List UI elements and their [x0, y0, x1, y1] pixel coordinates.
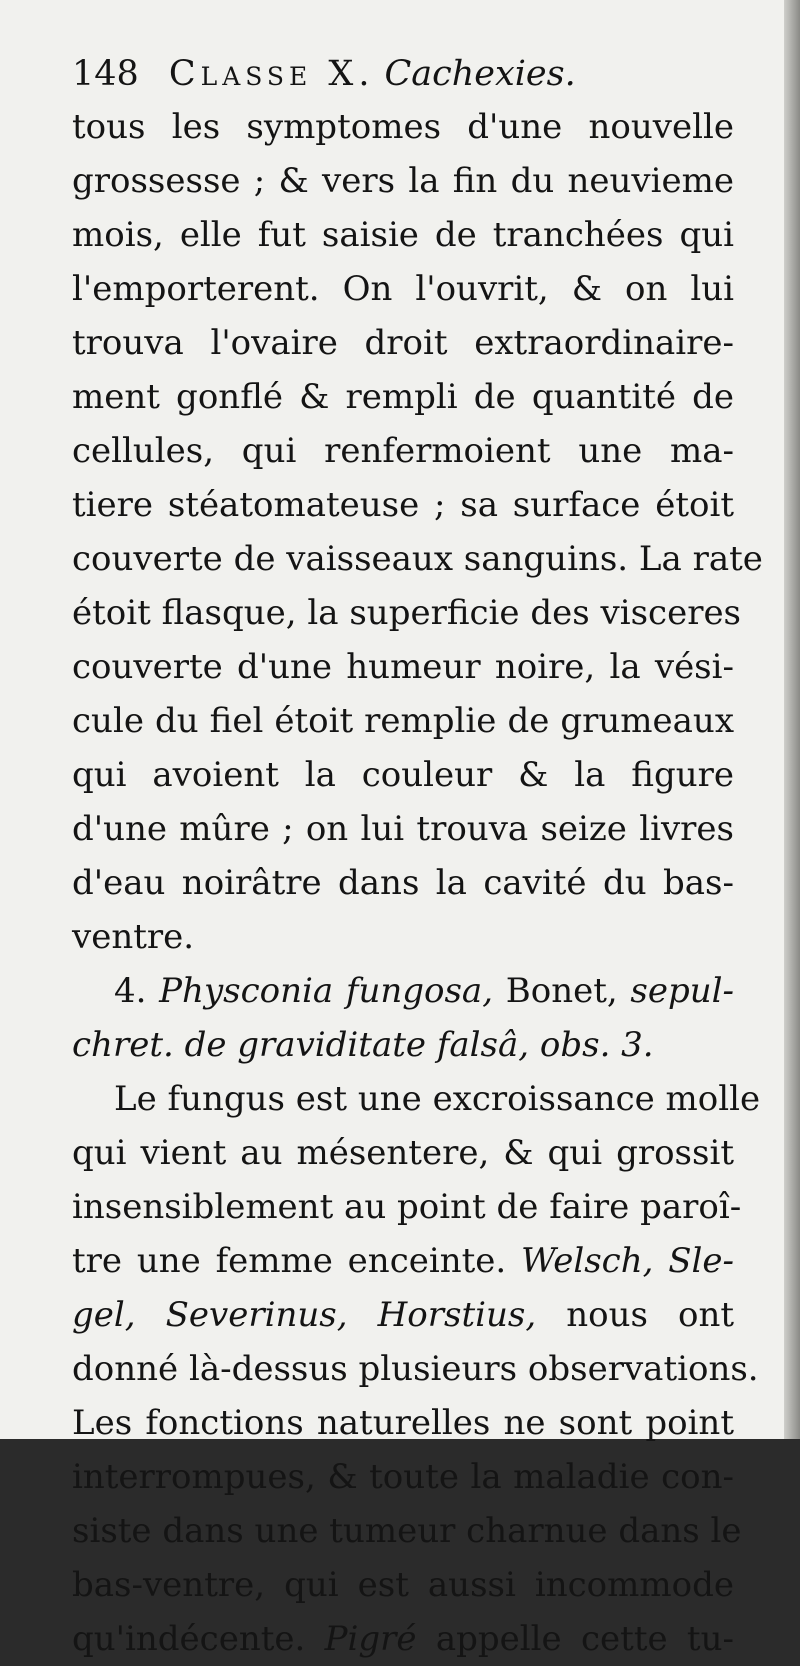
text-span: nous ont — [566, 1295, 734, 1335]
text-line: d'eau noirâtre dans la cavité du bas- — [72, 863, 734, 903]
text-line: bas-ventre, qui est aussi incommode — [72, 1565, 734, 1605]
text-line: Les fonctions naturelles ne sont point — [72, 1403, 734, 1443]
text-line: ment gonflé & rempli de quantité de — [72, 377, 734, 417]
text-line — [72, 1234, 734, 1288]
page-number: 148 — [72, 54, 139, 94]
species-name: Physconia fungosa, — [159, 971, 494, 1011]
text-span: appelle cette tu- — [435, 1619, 734, 1659]
species-reference: sepul- — [630, 971, 734, 1011]
species-number: 4. — [114, 971, 147, 1011]
text-line: trouva l'ovaire droit extraordinaire- — [72, 323, 734, 363]
text-line: grossesse ; & vers la fin du neuvieme — [72, 161, 734, 201]
text-line: tiere stéatomateuse ; sa surface étoit — [72, 485, 734, 525]
author-name: Horstius, — [377, 1295, 537, 1335]
text-line: mois, elle fut saisie de tranchées qui — [72, 215, 734, 255]
author-names: Welsch, Sle- — [521, 1241, 734, 1281]
text-line: étoit flasque, la superficie des visceres — [72, 593, 742, 633]
text-span: tre une femme enceinte. — [72, 1241, 507, 1281]
text-line — [72, 1612, 734, 1666]
text-line: d'une mûre ; on lui trouva seize livres — [72, 809, 734, 849]
text-line: tous les symptomes d'une nouvelle — [72, 107, 734, 147]
author-name: Pigré — [324, 1619, 417, 1659]
text-line: donné là-dessus plusieurs observations. — [72, 1349, 759, 1389]
text-line: interrompues, & toute la maladie con- — [72, 1457, 734, 1497]
text-line: l'emporterent. On l'ouvrit, & on lui — [72, 269, 734, 309]
page-edge-shadow — [784, 0, 800, 1439]
species-author: Bonet, — [505, 971, 618, 1011]
text-line: couverte de vaisseaux sanguins. La rate — [72, 539, 763, 579]
text-line: Le fungus est une excroissance molle — [114, 1079, 761, 1119]
author-name: Severinus, — [165, 1295, 348, 1335]
text-line: couverte d'une humeur noire, la vési- — [72, 647, 734, 687]
text-line: cellules, qui renfermoient une ma- — [72, 431, 734, 471]
text-line: qui vient au mésentere, & qui grossit — [72, 1133, 734, 1173]
text-line: cule du fiel étoit remplie de grumeaux — [72, 701, 734, 741]
page-text — [72, 48, 763, 1666]
text-line: insensiblement au point de faire paroî- — [72, 1187, 742, 1227]
text-line — [72, 1288, 734, 1342]
author-name: gel, — [72, 1295, 136, 1335]
text-span: qu'indécente. — [72, 1619, 306, 1659]
species-reference-cont: chret. de graviditate falsâ, obs. 3. — [72, 1025, 654, 1065]
text-line: ventre. — [72, 917, 195, 957]
text-line: qui avoient la couleur & la figure — [72, 755, 734, 795]
section-title: Cachexies. — [384, 54, 576, 94]
species-heading — [72, 964, 734, 1018]
text-line: siste dans une tumeur charnue dans le — [72, 1511, 742, 1551]
class-label: Classe X. — [168, 54, 375, 94]
running-header — [72, 48, 734, 100]
